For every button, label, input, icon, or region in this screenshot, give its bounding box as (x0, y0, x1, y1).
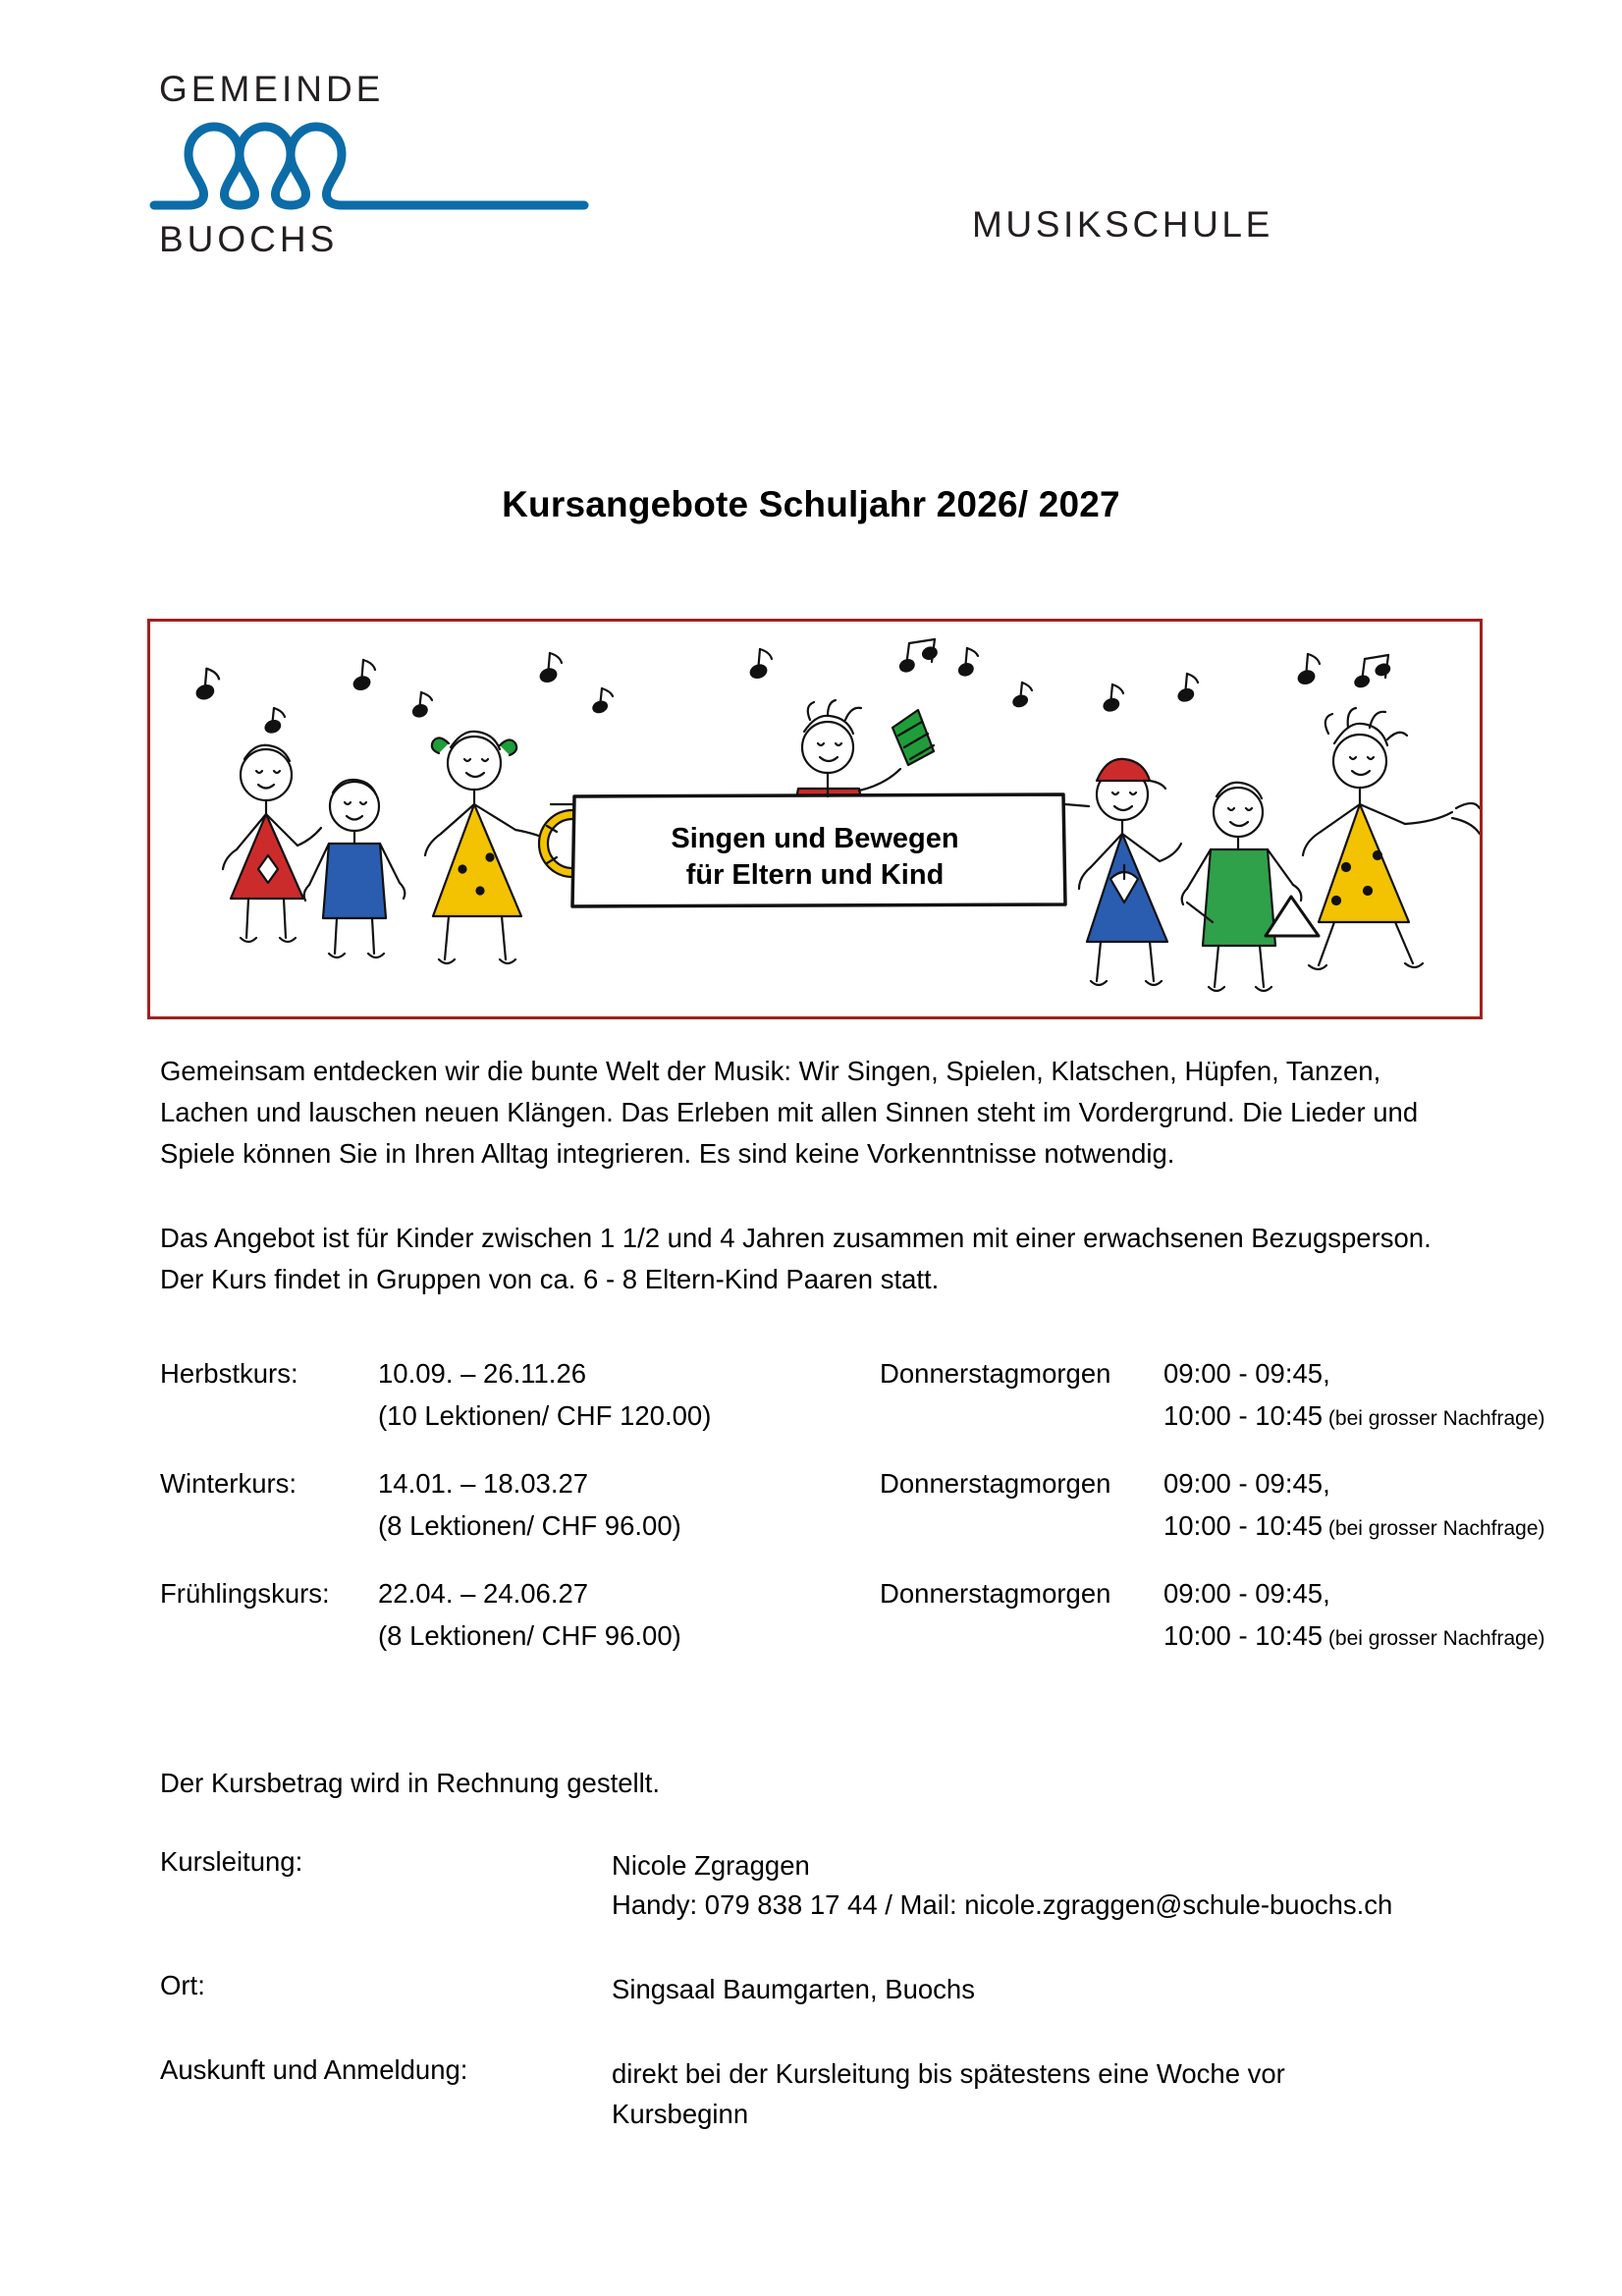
course-info-block (160, 1768, 1495, 2179)
department-title: MUSIKSCHULE (972, 204, 1273, 245)
intro-paragraph-2: Das Angebot ist für Kinder zwischen 1 1/2 und 4 Jahren zusammen mit einer erwachsenen Bezugsperson. Der Kurs findet in Gruppen von ca. 6 - 8 Eltern-Kind Paaren statt. (160, 1223, 1432, 1294)
child-blue-dress-cap (1079, 759, 1181, 985)
child-red-dress (223, 745, 321, 942)
child-green-shirt-triangle (1182, 783, 1319, 991)
course-lessons: (10 Lektionen/ CHF 120.00) (378, 1400, 712, 1431)
course-time-2: 10:00 - 10:45 (1163, 1400, 1324, 1431)
course-time-2-note: (bei grosser Nachfrage) (1323, 1627, 1545, 1650)
illustration-banner (147, 619, 1483, 1019)
location-label: Ort: (160, 1970, 205, 2001)
course-dates: 22.04. – 24.06.27 (378, 1578, 589, 1609)
course-day: Donnerstagmorgen (880, 1468, 1111, 1499)
info-row-leader (160, 1846, 1495, 1925)
leader-label: Kursleitung: (160, 1846, 303, 1877)
logo-text-buochs: BUOCHS (159, 219, 339, 259)
info-row-location (160, 1970, 1495, 2009)
location-value: Singsaal Baumgarten, Buochs (612, 1974, 975, 2005)
course-row (160, 1358, 1545, 1468)
billing-note: Der Kursbetrag wird in Rechnung gestellt. (160, 1768, 661, 1798)
intro-paragraph-1: Gemeinsam entdecken wir die bunte Welt der Musik: Wir Singen, Spielen, Klatschen, Hüpfen, Tanzen, Lachen und lauschen neuen Klängen. Das Erleben mit allen Sinnen steht im Vordergrund. Die Lieder und Spiele können Sie in Ihren Alltag integrieren. Es sind keine Vorkenntnisse notwendig. (160, 1056, 1419, 1169)
course-time-2-wrap (1163, 1620, 1545, 1652)
course-time-2-note: (bei grosser Nachfrage) (1323, 1407, 1545, 1430)
course-lessons: (8 Lektionen/ CHF 96.00) (378, 1510, 681, 1541)
course-lessons: (8 Lektionen/ CHF 96.00) (378, 1620, 681, 1651)
music-notes (195, 639, 1391, 735)
course-label: Winterkurs: (160, 1468, 297, 1499)
page-header (0, 0, 1622, 334)
course-day: Donnerstagmorgen (880, 1358, 1111, 1389)
registration-label: Auskunft und Anmeldung: (160, 2054, 468, 2086)
course-time-2: 10:00 - 10:45 (1163, 1510, 1324, 1541)
registration-value: direkt bei der Kursleitung bis spätestens eine Woche vor Kursbeginn (612, 2058, 1285, 2129)
page-title: Kursangebote Schuljahr 2026/ 2027 (502, 484, 1120, 524)
course-time-1: 09:00 - 09:45, (1163, 1468, 1330, 1499)
child-blue-overall (304, 780, 406, 957)
course-row (160, 1468, 1545, 1578)
course-dates: 14.01. – 18.03.27 (378, 1468, 589, 1499)
leader-contact: Handy: 079 838 17 44 / Mail: nicole.zgraggen@schule-buochs.ch (612, 1889, 1393, 1921)
child-yellow-dress-dancing (1303, 708, 1452, 969)
course-schedule-list (160, 1358, 1545, 1688)
leader-name: Nicole Zgraggen (612, 1850, 810, 1881)
logo-text-gemeinde: GEMEINDE (159, 69, 385, 109)
course-time-2-wrap (1163, 1400, 1545, 1432)
leader-value (612, 1846, 1495, 1925)
course-time-1: 09:00 - 09:45, (1163, 1578, 1330, 1609)
children-music-drawing (150, 622, 1480, 1016)
course-row (160, 1578, 1545, 1688)
course-time-2-note: (bei grosser Nachfrage) (1323, 1517, 1545, 1540)
banner-caption-line1: Singen und Bewegen (671, 823, 959, 854)
municipality-logo (149, 71, 601, 257)
info-row-registration (160, 2054, 1495, 2133)
buochs-wave-logo-icon (149, 121, 589, 211)
course-dates: 10.09. – 26.11.26 (378, 1358, 587, 1389)
course-label: Frühlingskurs: (160, 1578, 330, 1609)
course-time-1: 09:00 - 09:45, (1163, 1358, 1330, 1389)
course-time-2: 10:00 - 10:45 (1163, 1620, 1324, 1651)
course-day: Donnerstagmorgen (880, 1578, 1111, 1609)
banner-sign (551, 789, 1089, 906)
course-time-2-wrap (1163, 1510, 1545, 1542)
partial-figure-right (1452, 803, 1480, 834)
banner-caption-line2: für Eltern und Kind (685, 859, 945, 892)
course-label: Herbstkurs: (160, 1358, 298, 1389)
